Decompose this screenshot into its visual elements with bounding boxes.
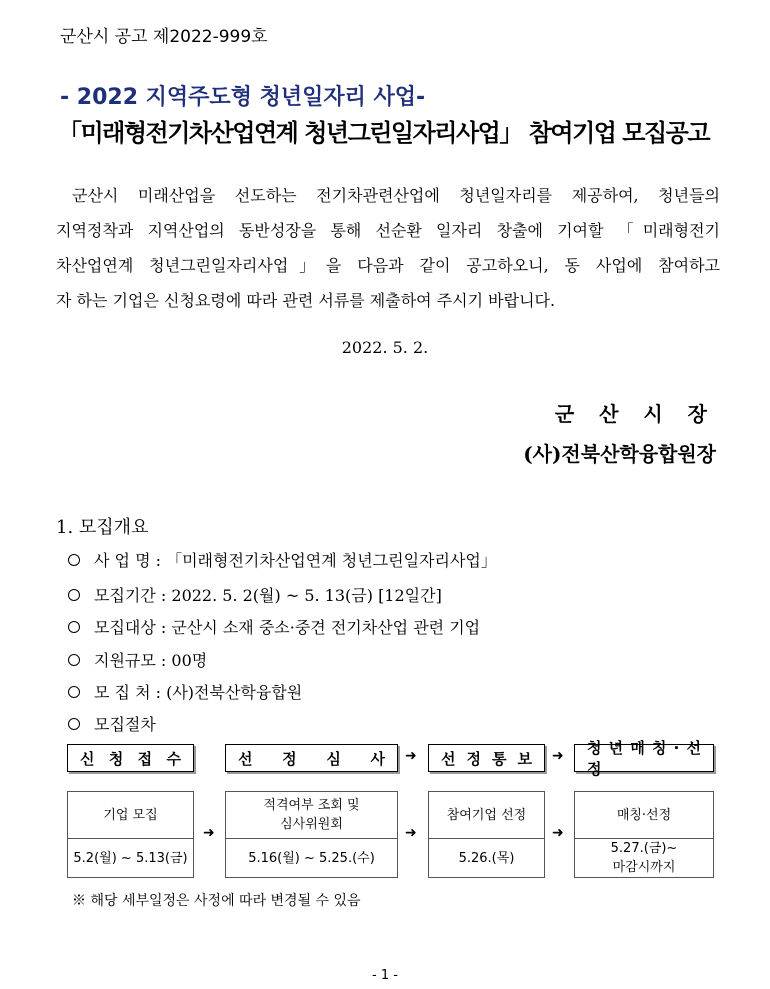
overview-item-text: 모집절차: [94, 715, 156, 734]
overview-item: [68, 680, 302, 703]
notice-number: 군산시 공고 제2022-999호: [60, 27, 268, 47]
overview-item: [68, 615, 480, 638]
date-cell: 5.27.(금)~ 마감시까지: [574, 838, 714, 878]
overview-item: [68, 548, 497, 571]
issuer-mayor: 군 산 시 장: [554, 402, 716, 426]
arrow-right-icon: ➜: [552, 748, 564, 764]
overview-item: [68, 648, 207, 671]
circle-bullet-icon: [68, 718, 80, 730]
document-title: 「미래형전기차산업연계 청년그린일자리사업」 참여기업 모집공고: [58, 119, 710, 147]
task-cell: 적격여부 조회 및 심사위원회: [225, 791, 398, 839]
subtitle: - 2022 지역주도형 청년일자리 사업-: [60, 85, 426, 110]
stage-review: [225, 744, 398, 772]
circle-bullet-icon: [68, 589, 80, 601]
arrow-right-icon: ➜: [405, 748, 417, 764]
page-number: - 1 -: [372, 968, 398, 983]
arrow-right-icon: ➜: [203, 825, 215, 841]
overview-item-text: 모 집 처 : (사)전북산학융합원: [94, 683, 303, 702]
stage-label: 선 정 통 보: [441, 749, 532, 768]
circle-bullet-icon: [68, 654, 80, 666]
body-line: 군산시 미래산업을 선도하는 전기차관련산업에 청년일자리를 제공하여, 청년들의: [72, 186, 720, 205]
task-cell: 참여기업 선정: [428, 791, 545, 839]
body-line: 차산업연계 청년그린일자리사업」을 다음과 같이 공고하오니, 동 사업에 참여하고: [56, 256, 720, 275]
task-cell: 매칭·선정: [574, 791, 714, 839]
body-line: 지역정착과 지역산업의 동반성장을 통해 선순환 일자리 창출에 기여할 「미래형전기: [56, 221, 720, 240]
body-paragraph: [56, 178, 720, 318]
announcement-date: 2022. 5. 2.: [341, 338, 429, 357]
circle-bullet-icon: [68, 621, 80, 633]
stage-application: [67, 744, 194, 772]
date-cell: 5.26.(목): [428, 838, 545, 878]
arrow-right-icon: ➜: [552, 825, 564, 841]
date-cell: 5.2(월) ~ 5.13(금): [67, 838, 194, 878]
date-cell: 5.16(월) ~ 5.25.(수): [225, 838, 398, 878]
overview-item-text: 모집대상 : 군산시 소재 중소·중견 전기차산업 관련 기업: [94, 618, 481, 637]
stage-label: 신 청 접 수: [80, 749, 181, 768]
overview-item: [68, 712, 156, 735]
schedule-note: ※ 해당 세부일정은 사정에 따라 변경될 수 있음: [72, 893, 361, 909]
stage-label: 청 년 매 칭 · 선 정: [587, 739, 701, 778]
overview-item-text: 모집기간 : 2022. 5. 2(월) ~ 5. 13(금) [12일간]: [94, 586, 442, 605]
circle-bullet-icon: [68, 686, 80, 698]
overview-item-text: 지원규모 : 00명: [94, 651, 208, 670]
overview-item-text: 사 업 명 : 「미래형전기차산업연계 청년그린일자리사업」: [94, 551, 497, 570]
task-cell: 기업 모집: [67, 791, 194, 839]
body-line: 자 하는 기업은 신청요령에 따라 관련 서류를 제출하여 주시기 바랍니다.: [56, 291, 556, 310]
section-heading: 1. 모집개요: [56, 517, 149, 538]
arrow-right-icon: ➜: [405, 825, 417, 841]
circle-bullet-icon: [68, 554, 80, 566]
issuer-institute: (사)전북산학융합원장: [523, 442, 716, 466]
stage-label: 선 정 심 사: [238, 749, 385, 768]
stage-notification: [428, 744, 545, 772]
stage-matching: [574, 739, 714, 778]
overview-item: [68, 583, 442, 606]
